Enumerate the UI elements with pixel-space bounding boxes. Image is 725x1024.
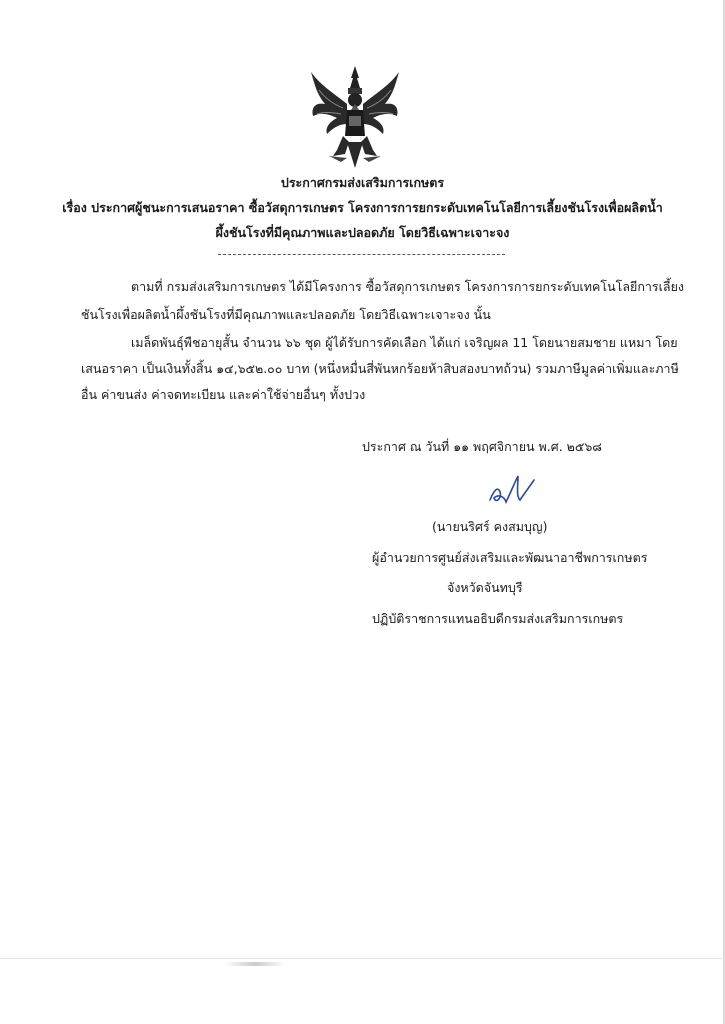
paragraph-1-line-2: ชันโรงเพื่อผลิตน้ำผึ้งชันโรงที่มีคุณภาพและปลอดภัย โดยวิธีเฉพาะเจาะจง นั้น	[81, 307, 491, 322]
paragraph-1-line-1: ตามที่ กรมส่งเสริมการเกษตร ได้มีโครงการ ซื้อวัสดุการเกษตร โครงการการยกระดับเทคโนโลยีการเลี้ยง	[131, 279, 685, 294]
paragraph-2-line-1: เมล็ดพันธุ์พืชอายุสั้น จำนวน ๖๖ ชุด ผู้ได้รับการคัดเลือก ได้แก่ เจริญผล 11 โดยนายสมชาย แหมา โดย	[131, 335, 678, 350]
subject-line-2: ผึ้งชันโรงที่มีคุณภาพและปลอดภัย โดยวิธีเฉพาะเจาะจง	[215, 225, 510, 240]
signatory-position-3: ปฏิบัติราชการแทนอธิบดีกรมส่งเสริมการเกษตร	[372, 611, 624, 626]
garuda-emblem-icon	[307, 64, 403, 172]
paragraph-2-line-2: เสนอราคา เป็นเงินทั้งสิ้น ๑๔,๖๕๒.๐๐ บาท (หนึ่งหมื่นสี่พันหกร้อยห้าสิบสองบาทถ้วน) รวมภาษีมูลค่าเพิ่มและภาษี	[81, 361, 679, 376]
scan-artifact-line	[0, 958, 725, 959]
signatory-name: (นายนริศร์ คงสมบุญ)	[432, 519, 548, 534]
handwritten-signature-icon	[484, 472, 540, 508]
announcement-date: ประกาศ ณ วันที่ ๑๑ พฤศจิกายน พ.ศ. ๒๕๖๘	[362, 439, 602, 454]
signatory-position-2: จังหวัดจันทบุรี	[447, 580, 523, 595]
scan-artifact-smudge	[225, 962, 285, 966]
issuer-title: ประกาศกรมส่งเสริมการเกษตร	[280, 175, 445, 190]
subject-line-1: เรื่อง ประกาศผู้ชนะการเสนอราคา ซื้อวัสดุการเกษตร โครงการการยกระดับเทคโนโลยีการเลี้ยงชันโรงเพื่อผลิตน้ำ	[62, 200, 663, 215]
paragraph-2-line-3: อื่น ค่าขนส่ง ค่าจดทะเบียน และค่าใช้จ่ายอื่นๆ ทั้งปวง	[81, 387, 366, 402]
separator-line	[218, 254, 505, 255]
signatory-position-1: ผู้อำนวยการศูนย์ส่งเสริมและพัฒนาอาชีพการเกษตร	[372, 550, 648, 565]
